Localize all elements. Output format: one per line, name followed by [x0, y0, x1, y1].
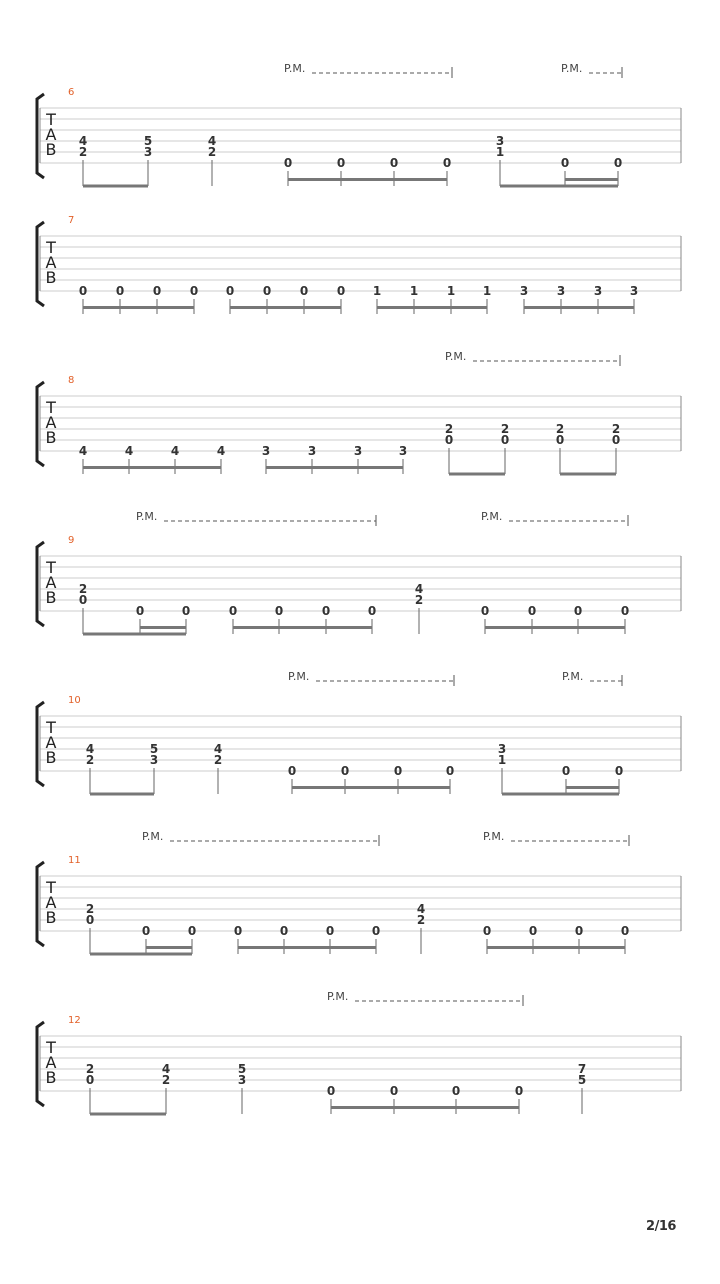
fret-number: 2 [161, 1073, 171, 1087]
fret-number: 0 [393, 764, 403, 778]
beam [288, 178, 447, 181]
beam [90, 953, 192, 956]
beam [90, 1113, 166, 1116]
beam [83, 633, 186, 636]
beam [487, 946, 625, 949]
tab-clef-t: T [46, 878, 56, 897]
fret-number: 4 [78, 134, 88, 148]
fret-number: 0 [78, 593, 88, 607]
fret-number: 0 [325, 924, 335, 938]
tab-clef-b: B [45, 428, 57, 447]
fret-number: 0 [340, 764, 350, 778]
fret-number: 0 [115, 284, 125, 298]
fret-number: 4 [161, 1062, 171, 1076]
beam [566, 786, 619, 789]
measure-number: 8 [68, 375, 75, 386]
tab-clef-t: T [46, 718, 56, 737]
fret-number: 4 [207, 134, 217, 148]
fret-number: 0 [444, 433, 454, 447]
fret-number: 0 [613, 156, 623, 170]
beam [238, 946, 376, 949]
fret-number: 5 [149, 742, 159, 756]
fret-number: 0 [561, 764, 571, 778]
fret-number: 3 [149, 753, 159, 767]
fret-number: 0 [152, 284, 162, 298]
fret-number: 0 [555, 433, 565, 447]
fret-number: 4 [78, 444, 88, 458]
beam [83, 306, 194, 309]
beam [230, 306, 341, 309]
fret-number: 1 [409, 284, 419, 298]
fret-number: 1 [482, 284, 492, 298]
tab-clef-a: A [45, 125, 57, 144]
palm-mute-label: P.M. [445, 350, 467, 363]
fret-number: 0 [620, 604, 630, 618]
fret-number: 0 [187, 924, 197, 938]
fret-number: 0 [141, 924, 151, 938]
fret-number: 0 [527, 604, 537, 618]
fret-number: 5 [143, 134, 153, 148]
fret-number: 1 [372, 284, 382, 298]
fret-number: 3 [497, 742, 507, 756]
tab-clef-b: B [45, 908, 57, 927]
palm-mute-label: P.M. [327, 990, 349, 1003]
fret-number: 0 [336, 156, 346, 170]
fret-number: 0 [279, 924, 289, 938]
beam [500, 185, 618, 188]
fret-number: 0 [274, 604, 284, 618]
tab-clef-a: A [45, 1053, 57, 1072]
fret-number: 0 [611, 433, 621, 447]
fret-number: 4 [216, 444, 226, 458]
fret-number: 2 [213, 753, 223, 767]
tab-clef-a: A [45, 893, 57, 912]
fret-number: 0 [287, 764, 297, 778]
fret-number: 0 [262, 284, 272, 298]
fret-number: 2 [85, 753, 95, 767]
beam [233, 626, 372, 629]
beam [502, 793, 619, 796]
fret-number: 1 [446, 284, 456, 298]
tab-clef-a: A [45, 413, 57, 432]
fret-number: 0 [445, 764, 455, 778]
fret-number: 3 [495, 134, 505, 148]
fret-number: 0 [367, 604, 377, 618]
fret-number: 3 [143, 145, 153, 159]
palm-mute-label: P.M. [136, 510, 158, 523]
fret-number: 2 [78, 582, 88, 596]
fret-number: 0 [451, 1084, 461, 1098]
fret-number: 0 [389, 156, 399, 170]
fret-number: 0 [371, 924, 381, 938]
beam [266, 466, 403, 469]
fret-number: 1 [497, 753, 507, 767]
tab-clef-b: B [45, 588, 57, 607]
fret-number: 2 [416, 913, 426, 927]
fret-number: 4 [416, 902, 426, 916]
tab-clef-t: T [46, 110, 56, 129]
tab-clef-b: B [45, 140, 57, 159]
fret-number: 4 [213, 742, 223, 756]
tab-clef-b: B [45, 748, 57, 767]
palm-mute-label: P.M. [562, 670, 584, 683]
fret-number: 3 [261, 444, 271, 458]
fret-number: 0 [573, 604, 583, 618]
fret-number: 0 [85, 913, 95, 927]
fret-number: 5 [237, 1062, 247, 1076]
fret-number: 7 [577, 1062, 587, 1076]
fret-number: 0 [326, 1084, 336, 1098]
beam [83, 466, 221, 469]
fret-number: 3 [519, 284, 529, 298]
fret-number: 2 [85, 1062, 95, 1076]
fret-number: 3 [556, 284, 566, 298]
tab-clef-a: A [45, 253, 57, 272]
fret-number: 1 [495, 145, 505, 159]
fret-number: 3 [398, 444, 408, 458]
fret-number: 0 [85, 1073, 95, 1087]
fret-number: 3 [593, 284, 603, 298]
palm-mute-label: P.M. [481, 510, 503, 523]
fret-number: 0 [78, 284, 88, 298]
fret-number: 0 [389, 1084, 399, 1098]
fret-number: 0 [528, 924, 538, 938]
tab-clef-a: A [45, 573, 57, 592]
fret-number: 0 [189, 284, 199, 298]
tab-clef-t: T [46, 238, 56, 257]
beam [524, 306, 634, 309]
fret-number: 0 [620, 924, 630, 938]
beam [565, 178, 618, 181]
fret-number: 0 [135, 604, 145, 618]
fret-number: 0 [283, 156, 293, 170]
fret-number: 0 [560, 156, 570, 170]
measure-number: 10 [68, 695, 81, 706]
fret-number: 2 [555, 422, 565, 436]
beam [449, 473, 505, 476]
beam [377, 306, 487, 309]
palm-mute-label: P.M. [561, 62, 583, 75]
tab-clef-b: B [45, 1068, 57, 1087]
fret-number: 3 [307, 444, 317, 458]
fret-number: 2 [414, 593, 424, 607]
fret-number: 0 [299, 284, 309, 298]
fret-number: 4 [414, 582, 424, 596]
palm-mute-label: P.M. [284, 62, 306, 75]
palm-mute-label: P.M. [288, 670, 310, 683]
measure-number: 7 [68, 215, 75, 226]
measure-number: 6 [68, 87, 75, 98]
beam [90, 793, 154, 796]
tab-clef-a: A [45, 733, 57, 752]
fret-number: 0 [181, 604, 191, 618]
fret-number: 5 [577, 1073, 587, 1087]
beam [331, 1106, 519, 1109]
tab-clef-b: B [45, 268, 57, 287]
fret-number: 0 [225, 284, 235, 298]
fret-number: 0 [574, 924, 584, 938]
beam [140, 626, 186, 629]
fret-number: 0 [482, 924, 492, 938]
fret-number: 0 [500, 433, 510, 447]
fret-number: 0 [442, 156, 452, 170]
fret-number: 3 [629, 284, 639, 298]
fret-number: 0 [514, 1084, 524, 1098]
beam [485, 626, 625, 629]
fret-number: 0 [228, 604, 238, 618]
fret-number: 2 [85, 902, 95, 916]
fret-number: 2 [78, 145, 88, 159]
fret-number: 0 [233, 924, 243, 938]
beam [83, 185, 148, 188]
beam [146, 946, 192, 949]
fret-number: 4 [170, 444, 180, 458]
fret-number: 0 [614, 764, 624, 778]
fret-number: 4 [124, 444, 134, 458]
fret-number: 0 [321, 604, 331, 618]
fret-number: 2 [444, 422, 454, 436]
fret-number: 3 [237, 1073, 247, 1087]
fret-number: 3 [353, 444, 363, 458]
page-number: 2/16 [646, 1219, 676, 1234]
palm-mute-label: P.M. [483, 830, 505, 843]
fret-number: 2 [207, 145, 217, 159]
fret-number: 0 [336, 284, 346, 298]
fret-number: 0 [480, 604, 490, 618]
fret-number: 2 [611, 422, 621, 436]
measure-number: 9 [68, 535, 75, 546]
measure-number: 11 [68, 855, 81, 866]
tab-clef-t: T [46, 398, 56, 417]
fret-number: 4 [85, 742, 95, 756]
tab-clef-t: T [46, 1038, 56, 1057]
measure-number: 12 [68, 1015, 81, 1026]
beam [560, 473, 616, 476]
fret-number: 2 [500, 422, 510, 436]
palm-mute-label: P.M. [142, 830, 164, 843]
tab-clef-t: T [46, 558, 56, 577]
beam [292, 786, 450, 789]
